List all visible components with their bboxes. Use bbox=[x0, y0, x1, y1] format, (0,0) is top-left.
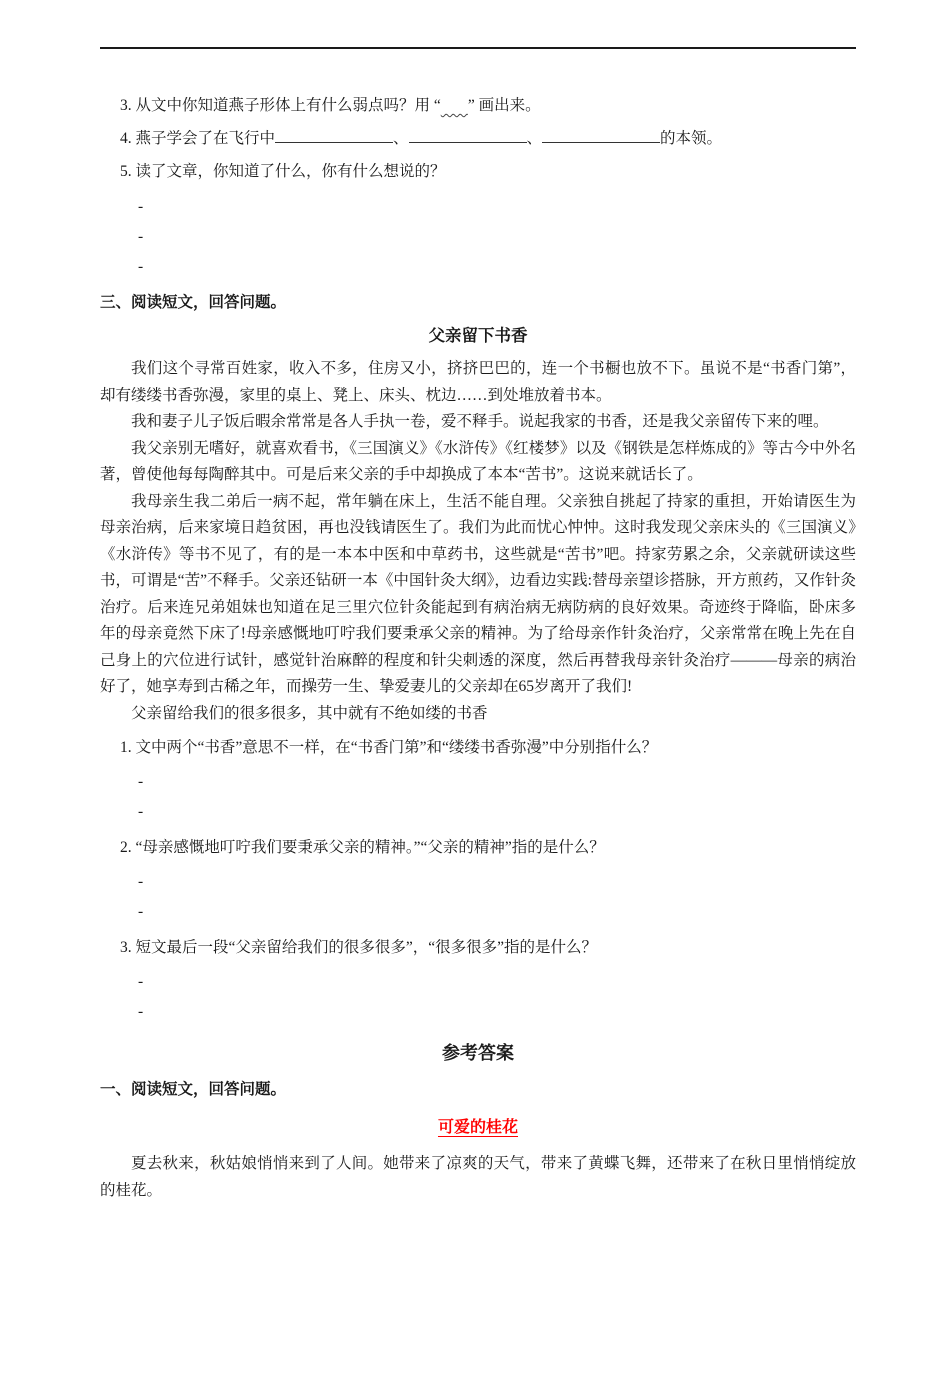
essay-paragraph: 夏去秋来，秋姑娘悄悄来到了人间。她带来了凉爽的天气，带来了黄蝶飞舞，还带来了在秋日里悄悄绽放的桂花。 bbox=[100, 1155, 856, 1199]
question-4-text-suffix: 的本领。 bbox=[660, 130, 723, 147]
essay-question-3: 3. 短文最后一段“父亲留给我们的很多很多”，“很多很多”指的是什么？ bbox=[120, 939, 598, 956]
essay-body bbox=[100, 356, 856, 727]
answer-line: - bbox=[138, 228, 144, 245]
essay-title: 父亲留下书香 bbox=[428, 326, 528, 345]
essay-paragraph: 我们这个寻常百姓家，收入不多，住房又小，挤挤巴巴的，连一个书橱也放不下。虽说不是“书香门第”，却有缕缕书香弥漫，家里的桌上、凳上、床头、枕边……到处堆放着书本。 bbox=[100, 360, 856, 404]
question-3-text-suffix: ” 画出来。 bbox=[467, 97, 541, 114]
answer-lines bbox=[100, 967, 856, 1027]
answer-essay-title bbox=[100, 1113, 856, 1143]
separator: 、 bbox=[393, 130, 409, 147]
swallow-questions-block bbox=[100, 89, 856, 282]
answer-key-section-1-heading: 一、阅读短文，回答问题。 bbox=[100, 1081, 287, 1098]
answer-line: - bbox=[138, 873, 144, 890]
essay-paragraph: 我母亲生我二弟后一病不起，常年躺在床上，生活不能自理。父亲独自挑起了持家的重担，开始请医生为母亲治病，后来家境日趋贫困，再也没钱请医生了。我们为此而忧心忡忡。这时我发现父亲床头的《三国演义》《水浒传》等书不见了，有的是一本本中医和中草药书，这些就是“苦书”吧。持家劳累之余，父亲就研读这些书，可谓是“苦”不释手。父亲还钻研一本《中国针灸大纲》，边看边实践:替母亲望诊搭脉，开方煎药，又作针灸治疗。后来连兄弟姐妹也知道在足三里穴位针灸能起到有病治病无病防病的良好效果。奇迹终于降临，卧床多年的母亲竟然下床了!母亲感慨地叮咛我们要秉承父亲的精神。为了给母亲作针灸治疗，父亲常常在晚上先在自己身上的穴位进行试针，感觉针治麻醉的程度和针尖刺透的深度，然后再替我母亲针灸治疗———母亲的病治好了，她享寿到古稀之年，而操劳一生、挚爱妻儿的父亲却在65岁离开了我们! bbox=[100, 492, 856, 695]
question-3-text: 3. 从文中你知道燕子形体上有什么弱点吗？用 “ bbox=[120, 97, 441, 114]
separator: 、 bbox=[526, 130, 543, 147]
question-3 bbox=[100, 89, 856, 122]
essay-question-1: 1. 文中两个“书香”意思不一样，在“书香门第”和“缕缕书香弥漫”中分别指什么？ bbox=[120, 739, 658, 756]
essay-paragraph: 我和妻子儿子饭后暇余常常是各人手执一卷，爱不释手。说起我家的书香，还是我父亲留传下来的哩。 bbox=[131, 413, 829, 430]
wavy-line-mark bbox=[441, 97, 468, 114]
answer-essay-body bbox=[100, 1151, 856, 1204]
answer-line: - bbox=[138, 803, 144, 820]
worksheet-page bbox=[0, 47, 950, 1391]
answer-lines bbox=[100, 192, 856, 282]
essay-questions-block bbox=[100, 733, 856, 1027]
essay-paragraph: 我父亲别无嗜好，就喜欢看书，《三国演义》《水浒传》《红楼梦》以及《钢铁是怎样炼成的》等古今中外名著，曾使他每每陶醉其中。可是后来父亲的手中却换成了本本“苦书”。这说来就话长了。 bbox=[100, 439, 856, 483]
answer-blank-2 bbox=[409, 128, 527, 143]
page-top-rule bbox=[100, 47, 856, 49]
answer-lines bbox=[100, 867, 856, 927]
answer-line: - bbox=[138, 198, 144, 215]
answer-line: - bbox=[138, 258, 144, 275]
answer-line: - bbox=[138, 973, 144, 990]
essay-paragraph: 父亲留给我们的很多很多，其中就有不绝如缕的书香 bbox=[131, 704, 488, 722]
answer-blank-3 bbox=[542, 128, 660, 143]
answer-blank-1 bbox=[275, 128, 393, 143]
question-4 bbox=[100, 122, 856, 155]
question-4-text: 4. 燕子学会了在飞行中 bbox=[120, 130, 276, 147]
answer-key-heading: 参考答案 bbox=[442, 1043, 514, 1063]
answer-essay-title-text: 可爱的桂花 bbox=[437, 1119, 518, 1136]
answer-line: - bbox=[138, 773, 144, 790]
section-3-heading: 三、阅读短文，回答问题。 bbox=[100, 294, 287, 311]
essay-question-2: 2. “母亲感慨地叮咛我们要秉承父亲的精神。”“父亲的精神”指的是什么？ bbox=[120, 839, 605, 856]
question-5: 5. 读了文章，你知道了什么，你有什么想说的？ bbox=[120, 163, 446, 180]
answer-line: - bbox=[138, 1003, 144, 1020]
answer-line: - bbox=[138, 903, 144, 920]
answer-lines bbox=[100, 767, 856, 827]
